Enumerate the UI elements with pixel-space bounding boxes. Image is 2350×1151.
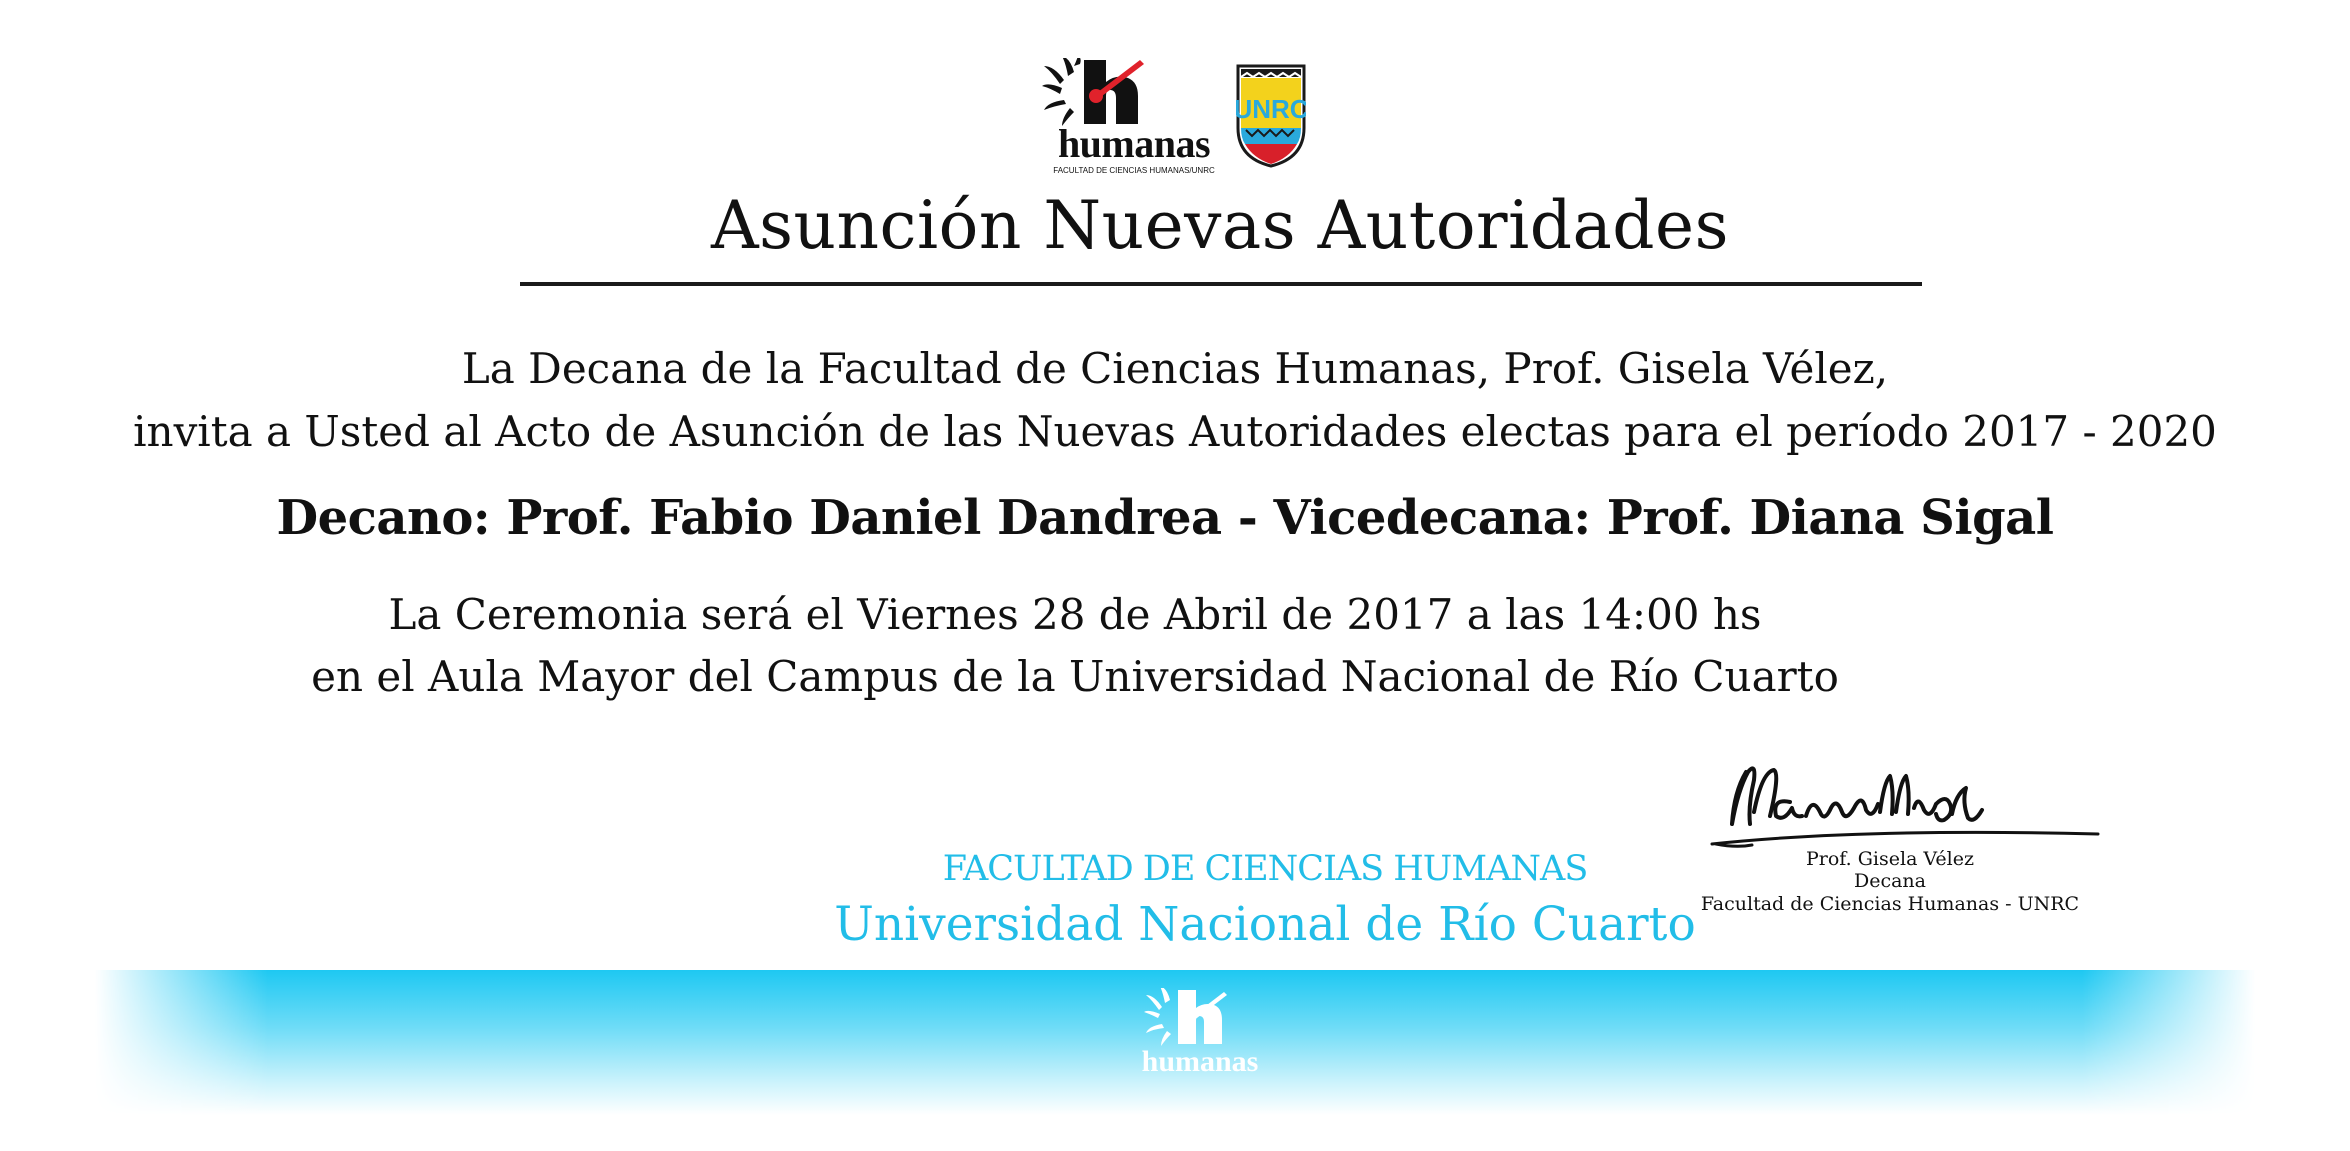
- invitation-line-2: invita a Usted al Acto de Asunción de las Nuevas Autoridades electas para el período 2017 - 2020: [133, 407, 2217, 456]
- humanas-logo: [1040, 58, 1225, 178]
- title-divider: [520, 282, 1922, 286]
- invitation-line-1: La Decana de la Facultad de Ciencias Humanas, Prof. Gisela Vélez,: [461, 344, 1889, 393]
- unrc-shield-text: UNRC: [1236, 94, 1306, 124]
- signer-role: Decana: [1853, 870, 1926, 892]
- unrc-shield-icon: [1236, 64, 1306, 168]
- humanas-logo-subtitle: FACULTAD DE CIENCIAS HUMANAS/UNRC: [1053, 166, 1215, 175]
- footer-humanas-logo: [1120, 988, 1280, 1088]
- authorities-line: Decano: Prof. Fabio Daniel Dandrea - Vicedecana: Prof. Diana Sigal: [276, 490, 2054, 546]
- signer-name: Prof. Gisela Vélez: [1806, 848, 1974, 870]
- signer-faculty: Facultad de Ciencias Humanas - UNRC: [1700, 893, 2080, 915]
- page-title: Asunción Nuevas Autoridades: [710, 187, 1729, 264]
- footer-humanas-h-icon: [1120, 988, 1280, 1048]
- unrc-logo: [1236, 64, 1306, 168]
- faculty-name: FACULTAD DE CIENCIAS HUMANAS: [942, 849, 1588, 889]
- ceremony-location-line: en el Aula Mayor del Campus de la Universidad Nacional de Río Cuarto: [311, 652, 1839, 701]
- footer-humanas-wordmark: humanas: [1141, 1045, 1259, 1078]
- ceremony-date-line: La Ceremonia será el Viernes 28 de Abril de 2017 a las 14:00 hs: [388, 590, 1762, 639]
- humanas-wordmark: humanas: [1057, 121, 1211, 166]
- humanas-h-icon: [1040, 58, 1225, 128]
- university-name: Universidad Nacional de Río Cuarto: [834, 897, 1696, 952]
